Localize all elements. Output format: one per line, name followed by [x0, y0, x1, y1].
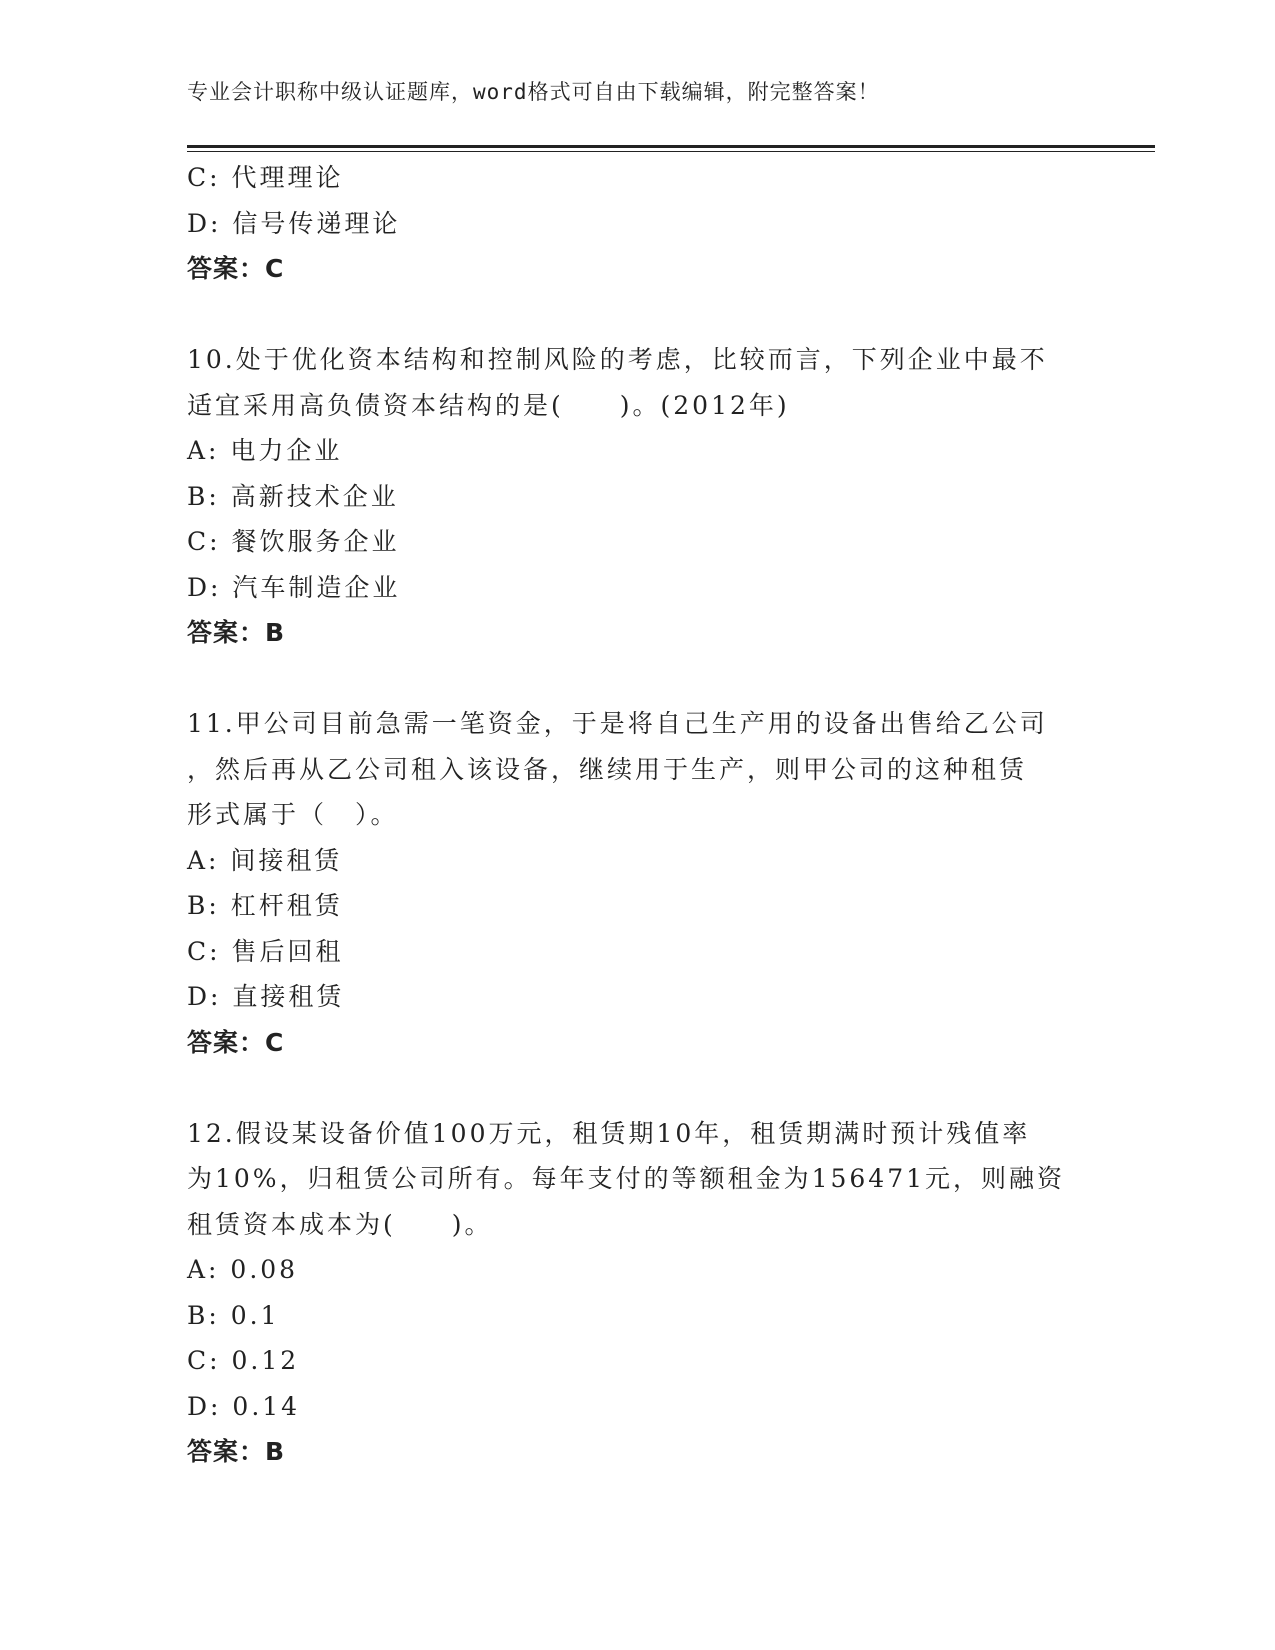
option-a: A: 0.08 — [187, 1255, 299, 1284]
option-b: B: 高新技术企业 — [187, 481, 399, 511]
option-b: B: 杠杆租赁 — [187, 891, 343, 920]
option-d: D: 0.14 — [187, 1391, 301, 1421]
spacer — [187, 656, 1087, 702]
question-11 — [187, 701, 1087, 1065]
previous-question-tail — [187, 155, 1087, 292]
answer-line: 答案：C — [187, 254, 285, 283]
question-stem-line: 适宜采用高负债资本结构的是( )。(2012年) — [187, 390, 790, 420]
option-d: D: 直接租赁 — [187, 982, 345, 1011]
option-c: C: 餐饮服务企业 — [187, 527, 400, 556]
option-d: D: 信号传递理论 — [187, 208, 401, 238]
option-a: A: 间接租赁 — [187, 845, 343, 875]
option-c: C: 0.12 — [187, 1346, 300, 1375]
answer-line: 答案：B — [187, 1437, 286, 1466]
header-divider-thick — [187, 145, 1155, 148]
spacer — [187, 292, 1087, 338]
question-stem-line: 11.甲公司目前急需一笔资金，于是将自己生产用的设备出售给乙公司 — [187, 709, 1048, 738]
question-stem-line: 为10%，归租赁公司所有。每年支付的等额租金为156471元，则融资 — [187, 1164, 1066, 1193]
option-a: A: 电力企业 — [187, 436, 343, 465]
question-stem-line: 12.假设某设备价值100万元，租赁期10年，租赁期满时预计残值率 — [187, 1118, 1031, 1148]
question-10 — [187, 337, 1087, 656]
answer-line: 答案：B — [187, 618, 286, 647]
question-12 — [187, 1111, 1087, 1475]
spacer — [187, 1065, 1087, 1111]
option-b: B: 0.1 — [187, 1300, 280, 1330]
question-stem-line: ，然后再从乙公司租入该设备，继续用于生产，则甲公司的这种租赁 — [187, 754, 1028, 784]
option-d: D: 汽车制造企业 — [187, 572, 401, 602]
question-content — [187, 155, 1087, 1475]
option-c: C: 代理理论 — [187, 163, 344, 192]
answer-line: 答案：C — [187, 1027, 285, 1057]
page-header: 专业会计职称中级认证题库，word格式可自由下载编辑，附完整答案！ — [187, 80, 880, 104]
question-stem-line: 10.处于优化资本结构和控制风险的考虑，比较而言，下列企业中最不 — [187, 345, 1048, 374]
question-stem-line: 形式属于（ ）。 — [187, 800, 399, 829]
question-stem-line: 租赁资本成本为( )。 — [187, 1209, 493, 1239]
header-divider-thin — [187, 151, 1155, 152]
option-c: C: 售后回租 — [187, 936, 344, 966]
